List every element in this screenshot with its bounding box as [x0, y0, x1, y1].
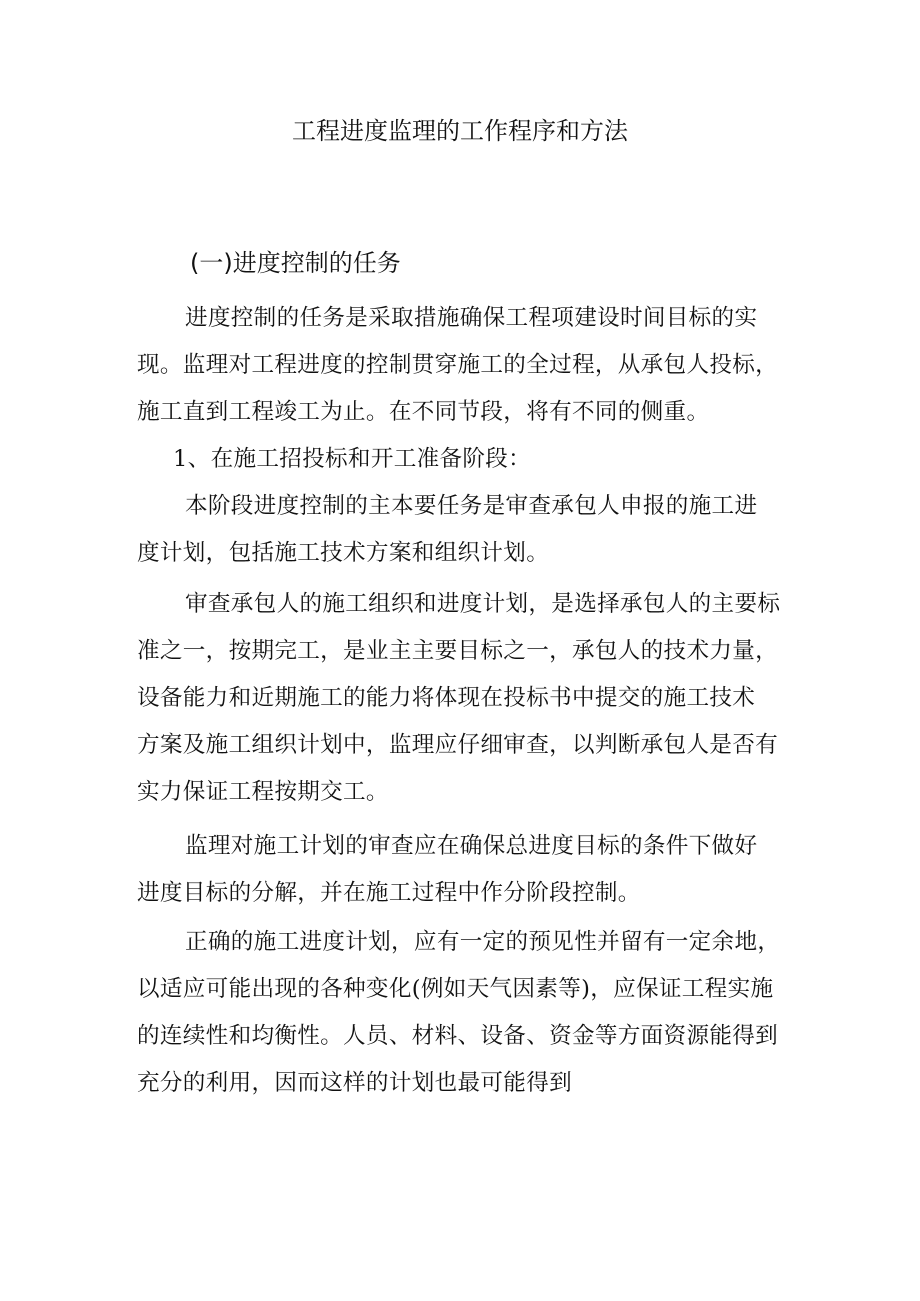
- text-line: 准之一，按期完工，是业主主要目标之一，承包人的技术力量，: [137, 638, 779, 664]
- text-line: 1、在施工招投标和开工准备阶段：: [173, 446, 532, 472]
- text-line: 监理对施工计划的审查应在确保总进度目标的条件下做好: [185, 833, 758, 859]
- paragraph-stage-task: [137, 483, 797, 577]
- text-line: 度计划，包括施工技术方案和组织计划。: [137, 540, 550, 566]
- text-line: 设备能力和近期施工的能力将体现在投标书中提交的施工技术: [137, 685, 756, 711]
- paragraph-plan-decomposition: [137, 823, 797, 917]
- text-line: 进度控制的任务是采取措施确保工程项建设时间目标的实: [185, 305, 758, 331]
- text-line: 进度目标的分解，并在施工过程中作分阶段控制。: [137, 880, 641, 906]
- paragraph-task-overview: [137, 295, 797, 436]
- section-heading: (一)进度控制的任务: [190, 249, 401, 277]
- text-line: 现。监理对工程进度的控制贯穿施工的全过程，从承包人投标，: [137, 352, 779, 378]
- paragraph-review-plan: [137, 581, 797, 816]
- text-line: 施工直到工程竣工为止。在不同节段，将有不同的侧重。: [137, 399, 710, 425]
- paragraph-correct-plan: [137, 919, 797, 1107]
- subheading-bidding-stage: [137, 436, 797, 483]
- text-line: 的连续性和均衡性。人员、材料、设备、资金等方面资源能得到: [137, 1023, 779, 1049]
- text-line: 审查承包人的施工组织和进度计划，是选择承包人的主要标: [185, 591, 781, 617]
- text-line: 实力保证工程按期交工。: [137, 779, 389, 805]
- text-line: 方案及施工组织计划中，监理应仔细审查，以判断承包人是否有: [137, 732, 779, 758]
- text-line: 以适应可能出现的各种变化(例如天气因素等)，应保证工程实施: [137, 976, 774, 1002]
- text-line: 本阶段进度控制的主本要任务是审查承包人申报的施工进: [185, 493, 758, 519]
- text-line: 充分的利用，因而这样的计划也最可能得到: [137, 1070, 572, 1096]
- document-title: 工程进度监理的工作程序和方法: [292, 117, 628, 145]
- text-line: 正确的施工进度计划，应有一定的预见性并留有一定余地，: [185, 929, 781, 955]
